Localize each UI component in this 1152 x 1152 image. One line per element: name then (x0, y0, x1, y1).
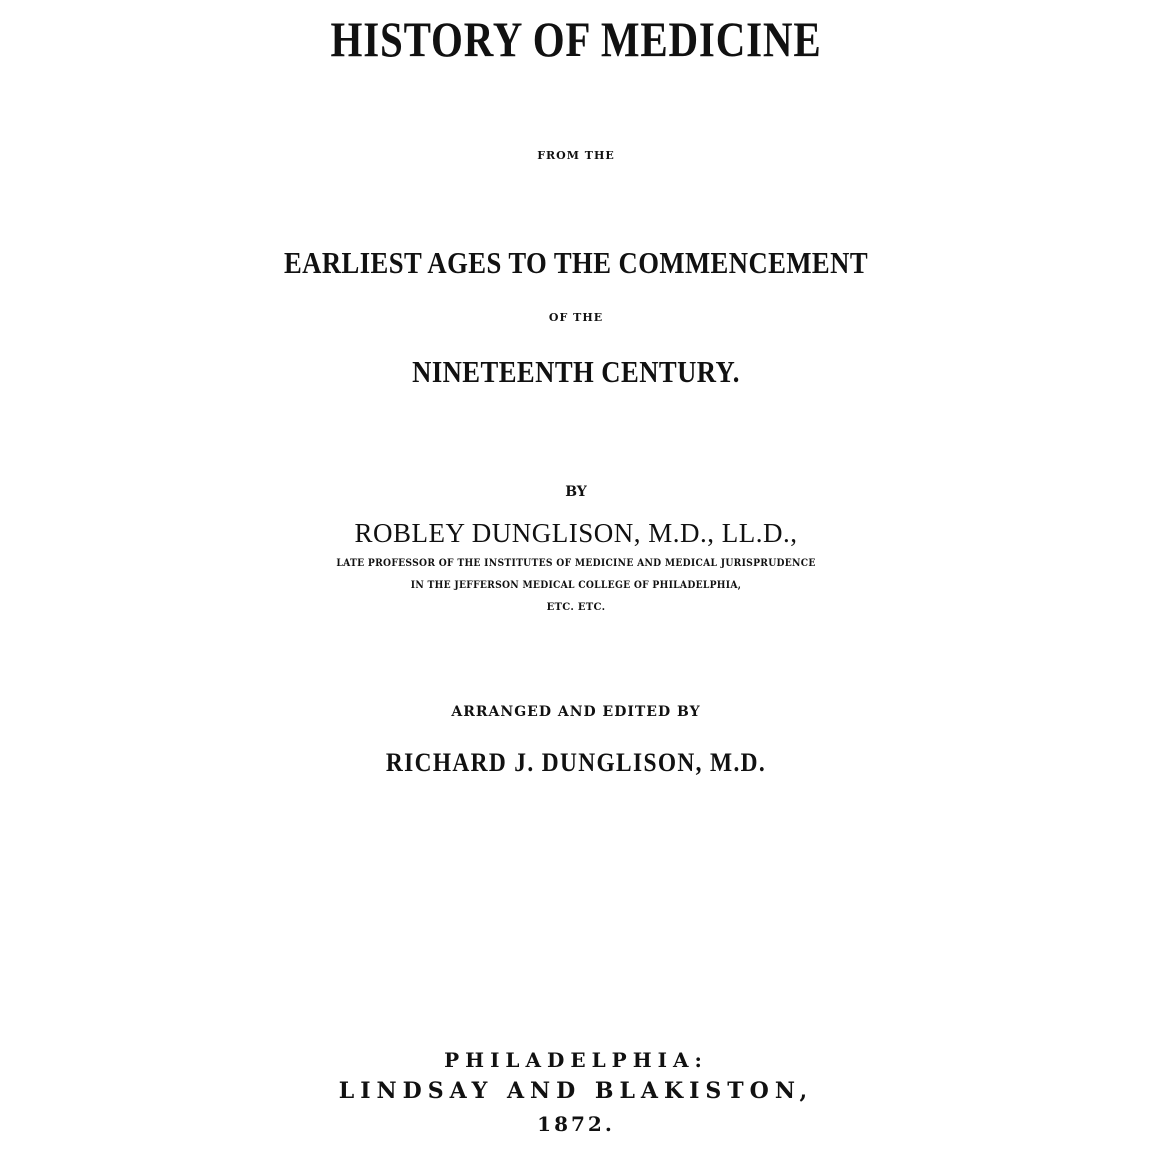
from-the-text: FROM THE (537, 149, 615, 162)
arranged-by-text: ARRANGED AND EDITED BY (451, 704, 701, 720)
subtitle-line-1: EARLIEST AGES TO THE COMMENCEMENT (283, 245, 869, 280)
author-credentials-line-2: IN THE JEFFERSON MEDICAL COLLEGE OF PHILADELPHIA, (410, 580, 742, 591)
author-credentials-line-1: LATE PROFESSOR OF THE INSTITUTES OF MEDICINE AND MEDICAL JURISPRUDENCE (336, 558, 816, 569)
by-text: BY (565, 484, 587, 500)
imprint-year: 1872. (537, 1112, 615, 1136)
author-name: ROBLEY DUNGLISON, M.D., LL.D., (354, 518, 798, 548)
author-credentials-line-3: ETC. ETC. (546, 602, 606, 613)
book-title: HISTORY OF MEDICINE (330, 11, 822, 67)
editor-name: RICHARD J. DUNGLISON, M.D. (385, 748, 767, 777)
imprint-publisher: LINDSAY AND BLAKISTON, (338, 1078, 814, 1104)
imprint-city: PHILADELPHIA: (444, 1048, 708, 1072)
subtitle-line-2: NINETEENTH CENTURY. (412, 354, 740, 389)
of-the-text: OF THE (548, 311, 604, 324)
